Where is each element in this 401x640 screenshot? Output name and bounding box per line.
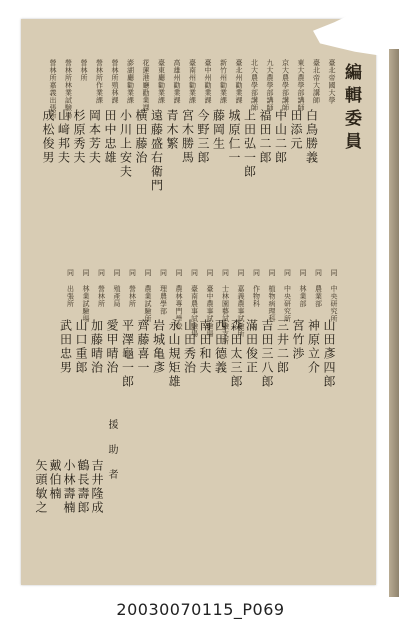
member-affiliation: 營林所作業課 bbox=[95, 59, 104, 104]
member-name: 山田秀治 bbox=[182, 319, 197, 375]
member-name: 武田忠男 bbox=[58, 319, 73, 375]
member-affiliation: 同 作物科 bbox=[252, 269, 261, 308]
document-page bbox=[21, 19, 376, 585]
member-name: 田添元 bbox=[289, 109, 303, 151]
member-affiliation: 同 理農學部 bbox=[159, 269, 168, 315]
member-affiliation: 臺北帝國大學 bbox=[328, 59, 336, 104]
member-name: 遠藤盛右衛門 bbox=[149, 109, 164, 193]
member-affiliation: 臺北州勸業課 bbox=[235, 59, 243, 104]
member-affiliation: 同 植物病理科 bbox=[268, 269, 276, 323]
member-affiliation: 同 營林所 bbox=[97, 269, 106, 308]
member-affiliation: 營林所嘉義出張所 bbox=[49, 59, 57, 119]
member-name: 今野三郎 bbox=[196, 109, 210, 165]
member-affiliation: 京大農學部講師 bbox=[281, 59, 290, 112]
supporters-label: 援 助 者 bbox=[106, 419, 117, 481]
member-name: 田中忠雄 bbox=[103, 109, 117, 165]
member-name: 三井二郎 bbox=[275, 319, 290, 375]
member-name: 杉原秀夫 bbox=[72, 109, 86, 165]
member-affiliation: 北大農學部講師 bbox=[250, 59, 259, 112]
member-name: 南田和夫 bbox=[198, 319, 212, 375]
member-affiliation: 同 農業部 bbox=[314, 269, 323, 308]
member-affiliation: 同 士林園藝試驗支所 bbox=[221, 269, 230, 345]
member-affiliation: 臺南州勸業課 bbox=[188, 59, 197, 104]
member-name: 山田彥四郎 bbox=[322, 319, 336, 389]
member-affiliation: 同 林業試驗場 bbox=[82, 269, 90, 323]
member-affiliation: 同 殖產局 bbox=[113, 269, 121, 308]
member-name: 横田藤治 bbox=[134, 109, 148, 165]
archive-id: 20030070115_P069 bbox=[116, 600, 285, 619]
member-affiliation: 營林所 bbox=[80, 59, 88, 82]
member-name: 宮竹渉 bbox=[291, 319, 305, 361]
member-name: 白鳥勝義 bbox=[304, 109, 319, 165]
member-name: 小林壽楠 bbox=[62, 459, 76, 515]
member-name: 山﨑邦夫 bbox=[56, 109, 71, 165]
member-affiliation: 澎湖廳勸業課 bbox=[126, 59, 135, 104]
member-name: 滿田俊正 bbox=[244, 319, 259, 375]
member-name: 上田弘一郎 bbox=[242, 109, 257, 179]
member-name: 城原仁一 bbox=[227, 109, 241, 165]
member-name: 愛甲晴治 bbox=[105, 319, 119, 375]
member-affiliation: 同 中央研究所 bbox=[330, 269, 338, 323]
member-name: 藤岡生 bbox=[211, 109, 226, 151]
member-name: 山口重郎 bbox=[74, 319, 88, 375]
member-affiliation: 臺北帝大講師 bbox=[312, 59, 321, 104]
member-affiliation: 同 農業試驗所 bbox=[144, 269, 152, 323]
member-name: 神原立介 bbox=[306, 319, 321, 375]
member-name: 戴伯楠 bbox=[48, 459, 62, 501]
member-affiliation: 東大農學部講師 bbox=[297, 59, 305, 112]
member-affiliation: 臺中州勸業課 bbox=[204, 59, 212, 104]
member-name: 吉田三八郎 bbox=[260, 319, 274, 389]
member-affiliation: 同 營林所 bbox=[128, 269, 137, 308]
member-name: 成松俊男 bbox=[41, 109, 55, 165]
member-name: 齊藤喜一 bbox=[136, 319, 150, 375]
member-affiliation: 同 農林專門學校 bbox=[175, 269, 183, 330]
member-name: 中山二郎 bbox=[273, 109, 288, 165]
member-name: 永山規矩雄 bbox=[167, 319, 181, 389]
member-affiliation: 九大農學部講師 bbox=[266, 59, 274, 112]
member-affiliation: 花蓮港廳勸業課 bbox=[142, 59, 150, 112]
member-name: 森田太三郎 bbox=[229, 319, 243, 389]
member-affiliation: 同 臺中農事試驗場 bbox=[206, 269, 214, 338]
page-edge bbox=[389, 49, 399, 597]
member-name: 西田德義 bbox=[213, 319, 228, 375]
committee-heading: 編輯委員 bbox=[341, 63, 361, 155]
member-affiliation: 新竹州勸業課 bbox=[219, 59, 228, 104]
member-affiliation: 營林所殖林課 bbox=[111, 59, 119, 104]
member-affiliation: 營林所林業試驗場 bbox=[64, 59, 73, 119]
member-name: 矢頭敏之 bbox=[34, 459, 48, 515]
member-name: 鶴長壽郎 bbox=[76, 459, 90, 515]
member-name: 福田二郎 bbox=[258, 109, 272, 165]
member-affiliation: 同 嘉義農事試驗所 bbox=[237, 269, 245, 338]
member-affiliation: 同 臺南農事試驗場 bbox=[190, 269, 199, 338]
member-affiliation: 同 出張所 bbox=[66, 269, 75, 308]
member-name: 岡本芳夫 bbox=[87, 109, 102, 165]
member-affiliation: 同 林業部 bbox=[299, 269, 307, 308]
member-name: 平澤龜一郎 bbox=[120, 319, 135, 389]
member-name: 小川上安夫 bbox=[118, 109, 133, 179]
member-name: 吉井隆成 bbox=[90, 459, 104, 515]
member-name: 岩城亀彥 bbox=[151, 319, 166, 375]
member-name: 加藤晴治 bbox=[89, 319, 104, 375]
member-name: 青木繁 bbox=[165, 109, 179, 151]
member-affiliation: 高雄州勸業課 bbox=[173, 59, 181, 104]
member-affiliation: 臺東廳勸業課 bbox=[157, 59, 166, 104]
member-name: 宮木勝馬 bbox=[180, 109, 195, 165]
member-affiliation: 同 中央研究所 bbox=[283, 269, 292, 323]
